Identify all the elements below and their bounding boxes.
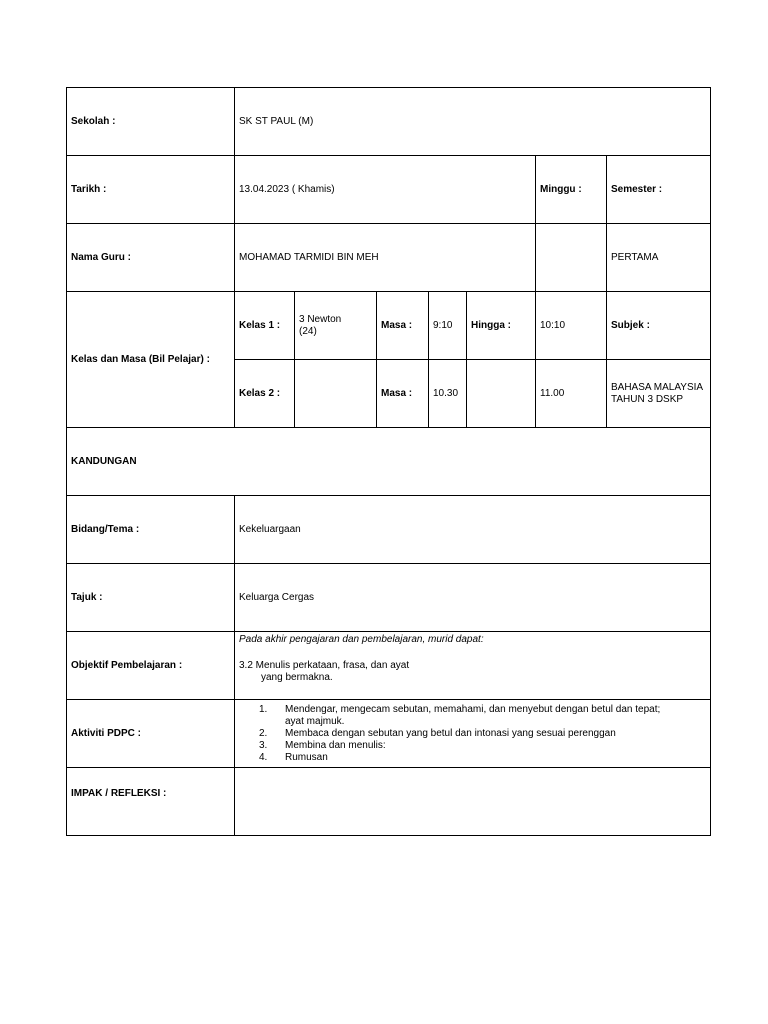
row-aktiviti: [67, 700, 711, 768]
kelas1-label: Kelas 1 :: [235, 292, 295, 360]
kelas-masa-label: Kelas dan Masa (Bil Pelajar) :: [67, 292, 235, 428]
lesson-plan-table: [66, 87, 711, 836]
tarikh-value: 13.04.2023 ( Khamis): [235, 156, 536, 224]
kelas1-value: [295, 292, 377, 360]
kelas1-masa-label: Masa :: [377, 292, 429, 360]
subjek-value-line2: TAHUN 3 DSKP: [611, 393, 684, 405]
impak-value: [235, 768, 711, 836]
row-tajuk: [67, 564, 711, 632]
minggu-value: [536, 224, 607, 292]
objektif-body: [239, 660, 706, 684]
subjek-label: Subjek :: [607, 292, 711, 360]
row-objektif: [67, 632, 711, 700]
subjek-value: [607, 360, 711, 428]
objektif-value: [235, 632, 711, 700]
row-tarikh: [67, 156, 711, 224]
aktiviti-item-text: Membina dan menulis:: [285, 739, 386, 751]
aktiviti-label: Aktiviti PDPC :: [67, 700, 235, 768]
kelas2-hingga-value: 11.00: [536, 360, 607, 428]
kelas2-hingga-label: [467, 360, 536, 428]
kelas2-value: [295, 360, 377, 428]
aktiviti-item-number: 3.: [259, 739, 268, 751]
sekolah-value: SK ST PAUL (M): [235, 88, 711, 156]
kelas1-hingga-label: Hingga :: [467, 292, 536, 360]
objektif-note: Pada akhir pengajaran dan pembelajaran, murid dapat:: [239, 633, 484, 645]
row-sekolah: [67, 88, 711, 156]
kandungan-heading: KANDUNGAN: [67, 428, 711, 496]
sekolah-label: Sekolah :: [67, 88, 235, 156]
nama-guru-value: MOHAMAD TARMIDI BIN MEH: [235, 224, 536, 292]
objektif-line1: 3.2 Menulis perkataan, frasa, dan ayat: [239, 659, 410, 671]
aktiviti-item-text: Rumusan: [285, 751, 328, 763]
aktiviti-item-number: 4.: [259, 751, 268, 763]
kelas2-masa-label: Masa :: [377, 360, 429, 428]
impak-label: IMPAK / REFLEKSI :: [67, 768, 235, 836]
aktiviti-item-number: 2.: [259, 727, 268, 739]
aktiviti-item-text: Mendengar, mengecam sebutan, memahami, dan menyebut dengan betul dan tepat;: [285, 703, 661, 715]
aktiviti-item-text: Membaca dengan sebutan yang betul dan intonasi yang sesuai perenggan: [285, 727, 616, 739]
aktiviti-item-continuation: ayat majmuk.: [285, 715, 345, 727]
row-kandungan: [67, 428, 711, 496]
tajuk-label: Tajuk :: [67, 564, 235, 632]
semester-label: Semester :: [607, 156, 711, 224]
kelas1-hingga-value: 10:10: [536, 292, 607, 360]
aktiviti-item: [239, 728, 706, 740]
subjek-value-line1: BAHASA MALAYSIA: [611, 381, 704, 393]
bidang-label: Bidang/Tema :: [67, 496, 235, 564]
kelas1-value-line2: (24): [299, 325, 317, 337]
row-impak: [67, 768, 711, 836]
aktiviti-item: [239, 752, 706, 764]
aktiviti-item: [239, 704, 706, 728]
nama-guru-label: Nama Guru :: [67, 224, 235, 292]
kelas2-masa-value: 10.30: [429, 360, 467, 428]
objektif-label: Objektif Pembelajaran :: [67, 632, 235, 700]
minggu-label: Minggu :: [536, 156, 607, 224]
kelas1-value-line1: 3 Newton: [299, 313, 342, 325]
aktiviti-list: [239, 704, 706, 764]
row-kelas-1: [67, 292, 711, 360]
tajuk-value: Keluarga Cergas: [235, 564, 711, 632]
row-bidang: [67, 496, 711, 564]
kelas1-masa-value: 9:10: [429, 292, 467, 360]
aktiviti-item: [239, 740, 706, 752]
aktiviti-item-number: 1.: [259, 703, 268, 715]
semester-value: PERTAMA: [607, 224, 711, 292]
kelas2-label: Kelas 2 :: [235, 360, 295, 428]
bidang-value: Kekeluargaan: [235, 496, 711, 564]
tarikh-label: Tarikh :: [67, 156, 235, 224]
aktiviti-value: [235, 700, 711, 768]
row-nama-guru: [67, 224, 711, 292]
objektif-line2: yang bermakna.: [261, 671, 333, 683]
